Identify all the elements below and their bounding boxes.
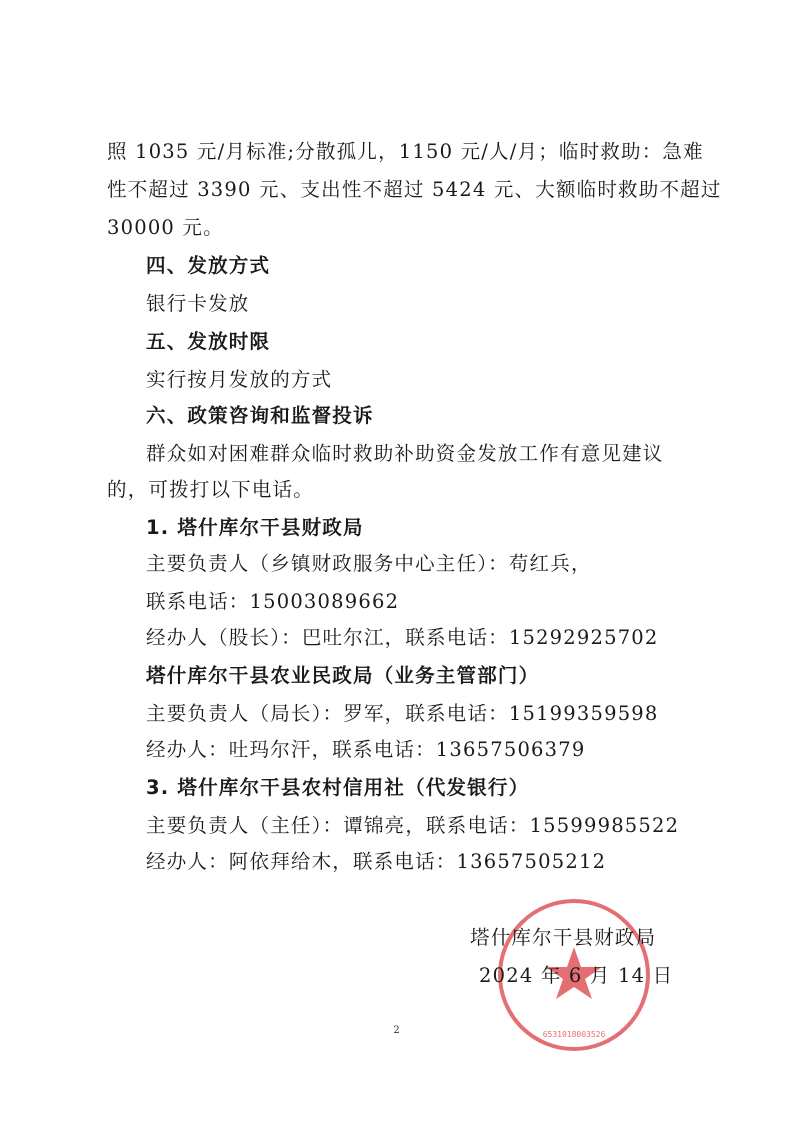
- paragraph-line: 30000 元。: [107, 216, 224, 239]
- section-body: 群众如对困难群众临时救助补助资金发放工作有意见建议: [146, 442, 664, 465]
- section-body: 的，可拨打以下电话。: [107, 478, 315, 501]
- contact-line: 主要负责人（主任）：谭锦亮，联系电话：15599985522: [146, 814, 680, 837]
- paragraph-line: 照 1035 元/月标准;分散孤儿，1150 元/人/月；临时救助：急难: [107, 140, 704, 163]
- section-heading: 六、政策咨询和监督投诉: [146, 404, 374, 427]
- contact-line: 经办人：吐玛尔汗，联系电话：13657506379: [146, 738, 586, 761]
- seal-number: 6531018003526: [542, 1030, 606, 1039]
- contact-line: 经办人：阿依拜给木，联系电话：13657505212: [146, 850, 607, 873]
- contact-line: 联系电话：15003089662: [146, 590, 400, 613]
- section-body: 实行按月发放的方式: [146, 368, 333, 391]
- contact-line: 经办人（股长）：巴吐尔江，联系电话：15292925702: [146, 626, 659, 649]
- page-number: 2: [393, 1025, 400, 1036]
- contact-heading: 3. 塔什库尔干县农村信用社（代发银行）: [146, 776, 530, 799]
- contact-heading: 1. 塔什库尔干县财政局: [146, 516, 364, 539]
- signature-org: 塔什库尔干县财政局: [470, 926, 657, 949]
- section-body: 银行卡发放: [146, 292, 250, 315]
- paragraph-line: 性不超过 3390 元、支出性不超过 5424 元、大额临时救助不超过: [107, 178, 722, 201]
- contact-line: 主要负责人（局长）：罗军，联系电话：15199359598: [146, 702, 659, 725]
- signature-date: 2024 年 6 月 14 日: [479, 964, 674, 987]
- contact-heading: 塔什库尔干县农业民政局（业务主管部门）: [146, 664, 540, 687]
- contact-line: 主要负责人（乡镇财政服务中心主任）：苟红兵，: [146, 552, 592, 575]
- section-heading: 四、发放方式: [146, 254, 271, 277]
- section-heading: 五、发放时限: [146, 330, 271, 353]
